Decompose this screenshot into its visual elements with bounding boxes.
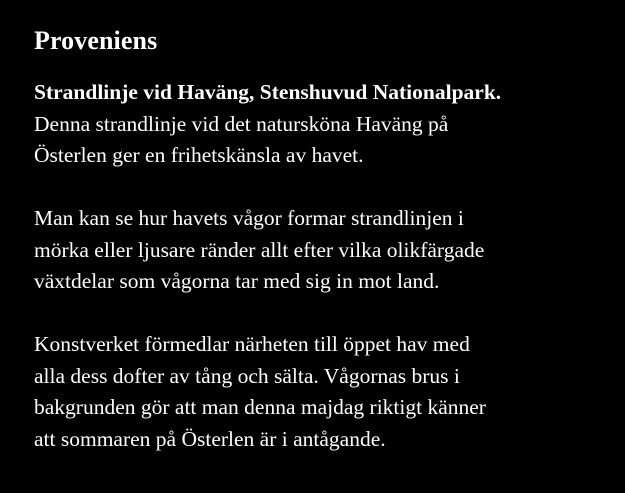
text-line: alla dess dofter av tång och sälta. Vågornas brus i: [34, 363, 460, 388]
heading: Proveniens: [34, 26, 158, 55]
text-line: att sommaren på Österlen är i antågande.: [34, 426, 386, 451]
text-line: Man kan se hur havets vågor formar strandlinjen i: [34, 206, 464, 230]
paragraph-waves: [34, 203, 605, 298]
paragraph-artwork: [34, 329, 605, 455]
artwork-title: Strandlinje vid Haväng, Stenshuvud Nationalpark.: [34, 80, 502, 104]
paragraph-intro: [34, 77, 605, 172]
text-line: Österlen ger en frihetskänsla av havet.: [34, 143, 364, 167]
text-line: växtdelar som vågorna tar med sig in mot land.: [34, 269, 440, 293]
text-line: Konstverket förmedlar närheten till öppet hav med: [34, 332, 470, 356]
text-line: bakgrunden gör att man denna majdag riktigt känner: [34, 395, 486, 419]
text-line: Denna strandlinje vid det natursköna Haväng på: [34, 111, 449, 136]
text-line: mörka eller ljusare ränder allt efter vilka olikfärgade: [34, 237, 485, 262]
